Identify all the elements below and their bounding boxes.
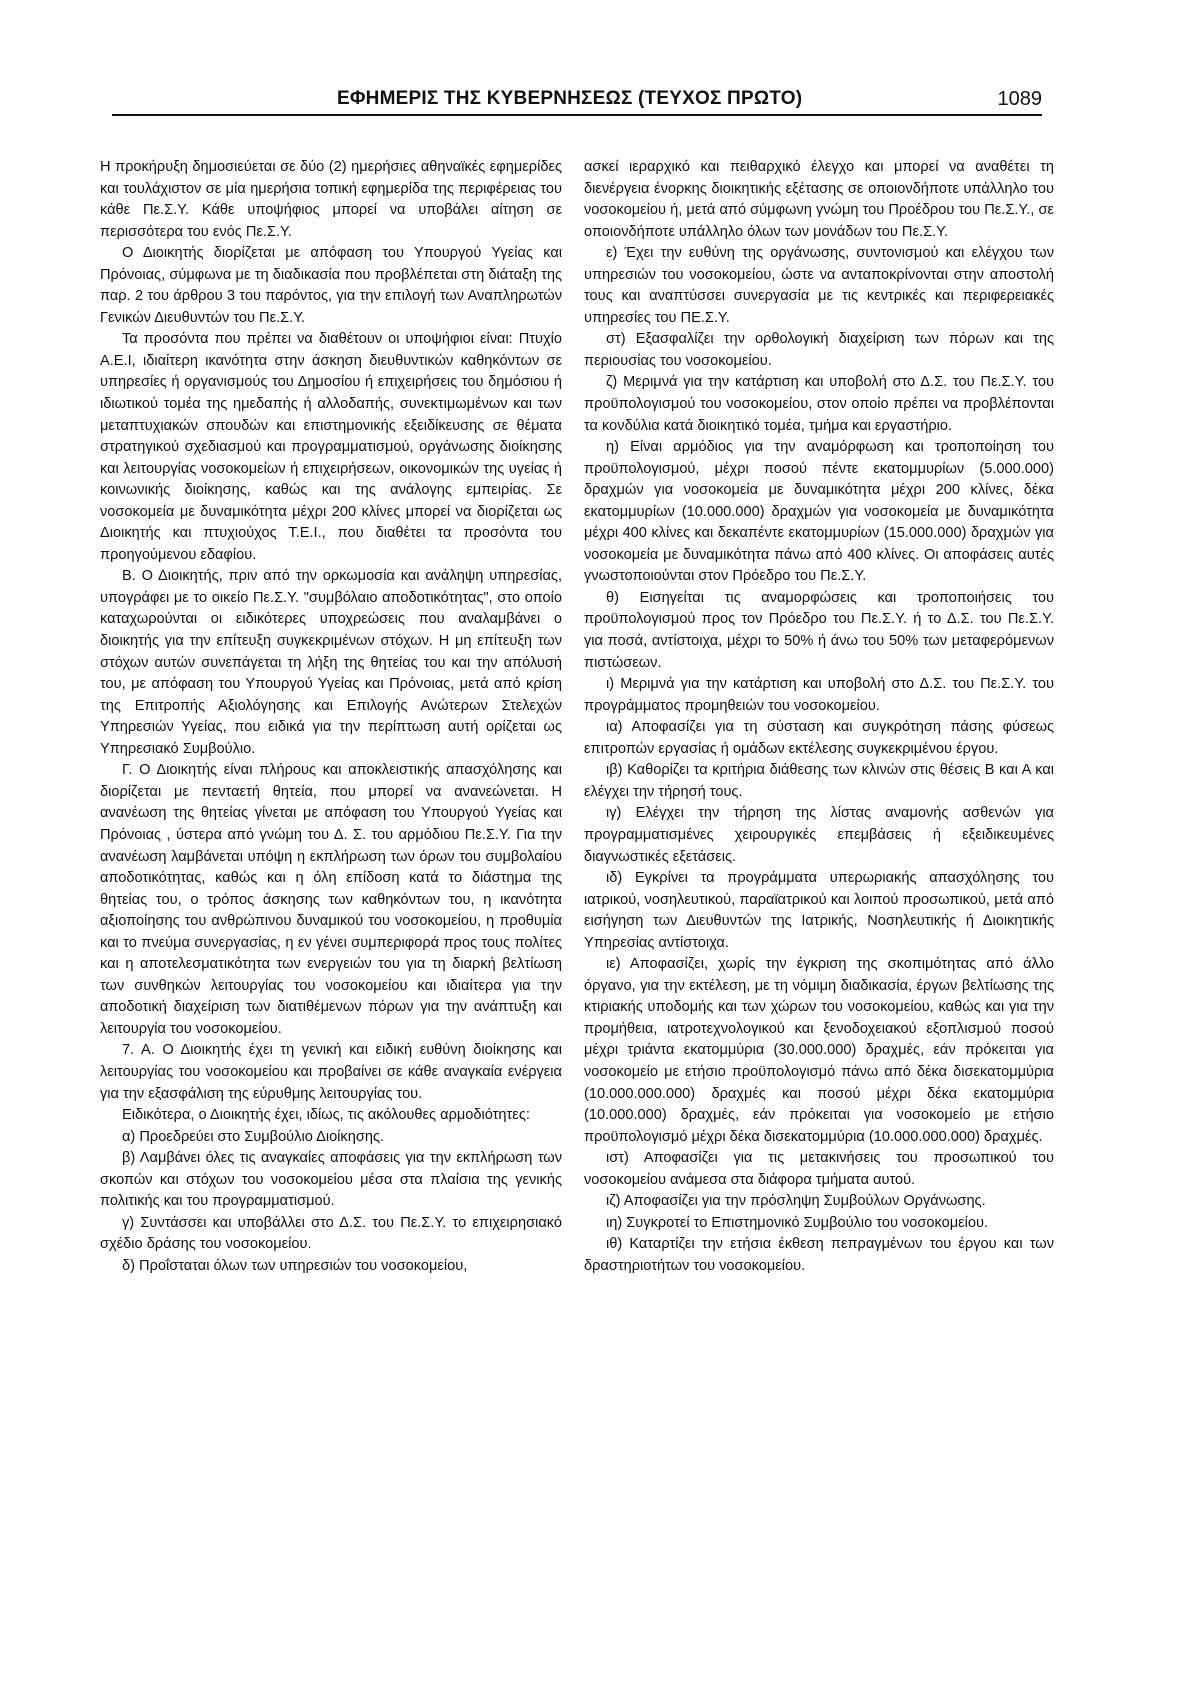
paragraph: ιη) Συγκροτεί το Επιστημονικό Συμβούλιο του νοσοκομείου. (606, 1214, 989, 1231)
header-rule (112, 114, 1042, 116)
paragraph: Η προκήρυξη δημοσιεύεται σε δύο (2) ημερήσιες αθηναϊκές εφημερίδες και τουλάχιστον σε μία ημερήσια τοπική εφημερίδα της περιφέρειας του κάθε Πε.Σ.Υ. Κάθε υποψήφιος μπορεί να υποβάλει αίτηση σε περισσότερα του ενός Πε.Σ.Υ. (100, 159, 562, 240)
paragraph: γ) Συντάσσει και υποβάλλει στο Δ.Σ. του Πε.Σ.Υ. το επιχειρησιακό σχέδιο δράσης του νοσοκομείου. (100, 1214, 562, 1253)
paragraph: ιθ) Καταρτίζει την ετήσια έκθεση πεπραγμένων του έργου και των δραστηριοτήτων του νοσοκομείου. (584, 1236, 1054, 1274)
paragraph: ασκεί ιεραρχικό και πειθαρχικό έλεγχο και μπορεί να αναθέτει τη διενέργεια ένορκης διοικητικής εξέτασης σε οποιονδήποτε υπάλληλο του νοσοκομείου ή, μετά από σύμφωνη γνώμη του Προέδρου του Πε.Σ.Υ., σε οποιονδήποτε υπάλληλο όλων των μονάδων του Πε.Σ.Υ. (584, 159, 1054, 240)
paragraph: Ειδικότερα, ο Διοικητής έχει, ιδίως, τις ακόλουθες αρμοδιότητες: (122, 1107, 530, 1124)
paragraph: ιβ) Καθορίζει τα κριτήρια διάθεσης των κλινών στις θέσεις Β και Α και ελέγχει την τήρησή τους. (584, 762, 1054, 800)
gazette-title: ΕΦΗΜΕΡΙΣ ΤΗΣ ΚΥΒΕΡΝΗΣΕΩΣ (ΤΕΥΧΟΣ ΠΡΩΤΟ) (337, 88, 803, 109)
paragraph: δ) Προΐσταται όλων των υπηρεσιών του νοσοκομείου, (122, 1257, 468, 1274)
paragraph: ιστ) Αποφασίζει για τις μετακινήσεις του προσωπικού του νοσοκομείου ανάμεσα στα διάφορα τμήματα αυτού. (584, 1150, 1054, 1188)
paragraph: Τα προσόντα που πρέπει να διαθέτουν οι υποψήφιοι είναι: Πτυχίο Α.Ε.Ι, ιδιαίτερη ικανότητα στην άσκηση διευθυντικών καθηκόντων σε υπηρεσίες ή οργανισμούς του Δημοσίου ή επιχειρήσεις του δημόσιου ή ιδιωτικού τομέα της ημεδαπής ή αλλοδαπής, συνεκτιμωμένων και των μεταπτυχιακών σπουδών και επιστημονικής εξειδίκευσης σε θέματα στρατηγικού σχεδιασμού και προγραμματισμού, οργάνωσης διοίκησης και λειτουργίας νοσοκομείων ή επιχειρήσεων, οικονομικών της υγείας ή κοινωνικής διοίκησης, καθώς και της ανάλογης εμπειρίας. Σε νοσοκομεία με δυναμικότητα μέχρι 200 κλίνες μπορεί να διορίζεται ως Διοικητής και πτυχιούχος Τ.Ε.Ι., που διαθέτει τα προσόντα του προηγούμενου εδαφίου. (100, 331, 562, 563)
paragraph: θ) Εισηγείται τις αναμορφώσεις και τροποποιήσεις του προϋπολογισμού προς τον Πρόεδρο του Πε.Σ.Υ. ή το Δ.Σ. του Πε.Σ.Υ. για ποσά, αντίστοιχα, μέχρι το 50% ή άνω του 50% των μεταφερόμενων πιστώσεων. (584, 589, 1054, 671)
page-number: 1089 (997, 88, 1042, 110)
paragraph: ιγ) Ελέγχει την τήρηση της λίστας αναμονής ασθενών για προγραμματισμένες χειρουργικές επεμβάσεις ή εξειδικευμένες διαγνωστικές εξετάσεις. (584, 805, 1054, 865)
paragraph: Γ. Ο Διοικητής είναι πλήρους και αποκλειστικής απασχόλησης και διορίζεται με πενταετή θητεία, που μπορεί να ανανεώνεται. Η ανανέωση της θητείας γίνεται με απόφαση του Υπουργού Υγείας και Πρόνοιας , ύστερα από γνώμη του Δ. Σ. του αρμόδιου Πε.Σ.Υ. Για την ανανέωση λαμβάνεται υπόψη η εκπλήρωση των όρων του συμβολαίου αποδοτικότητας, καθώς και η όλη επίδοση κατά το διάστημα της θητείας του, ο τρόπος άσκησης των καθηκόντων του, η ικανότητα αξιοποίησης του ανθρώπινου δυναμικού του νοσοκομείου, η προθυμία και το πνεύμα συνεργασίας, η εν γένει συμπεριφορά προς τους πολίτες και η αποτελεσματικότητα των ενεργειών του για τη διαρκή βελτίωση των συνθηκών λειτουργίας του νοσοκομείου και ιδιαίτερα για την αποδοτική διαχείριση των διατιθέμενων πόρων για την ανάπτυξη και λειτουργία του νοσοκομείου. (100, 762, 562, 1037)
paragraph: ε) Έχει την ευθύνη της οργάνωσης, συντονισμού και ελέγχου των υπηρεσιών του νοσοκομείου, ώστε να ανταποκρίνονται στην αποστολή τους και αναπτύσσει συνεργασία με τις κεντρικές και περιφερειακές υπηρεσίες του ΠΕ.Σ.Υ. (584, 245, 1054, 326)
paragraph: ιδ) Εγκρίνει τα προγράμματα υπερωριακής απασχόλησης του ιατρικού, νοσηλευτικού, παραϊατρικού και λοιπού προσωπικού, μετά από εισήγηση των Διευθυντών της Ιατρικής, Νοσηλευτικής ή Διοικητικής Υπηρεσίας αντίστοιχα. (584, 870, 1054, 951)
paragraph: β) Λαμβάνει όλες τις αναγκαίες αποφάσεις για την εκπλήρωση των σκοπών και στόχων του νοσοκομείου μέσα στα πλαίσια της γενικής πολιτικής και του προγραμματισμού. (100, 1150, 562, 1210)
right-column (584, 157, 1054, 1277)
paragraph: 7. Α. Ο Διοικητής έχει τη γενική και ειδική ευθύνη διοίκησης και λειτουργίας του νοσοκομείου και προβαίνει σε κάθε αναγκαία ενέργεια για την εξασφάλιση της εύρυθμης λειτουργίας του. (100, 1042, 562, 1102)
paragraph: ιζ) Αποφασίζει για την πρόσληψη Συμβούλων Οργάνωσης. (606, 1193, 986, 1210)
paragraph: α) Προεδρεύει στο Συμβούλιο Διοίκησης. (122, 1128, 385, 1145)
paragraph: Ο Διοικητής διορίζεται με απόφαση του Υπουργού Υγείας και Πρόνοιας, σύμφωνα με τη διαδικασία που προβλέπεται στη διάταξη της παρ. 2 του άρθρου 3 του παρόντος, για την επιλογή των Αναπληρωτών Γενικών Διευθυντών του Πε.Σ.Υ. (100, 245, 562, 326)
paragraph: Β. Ο Διοικητής, πριν από την ορκωμοσία και ανάληψη υπηρεσίας, υπογράφει με το οικείο Πε.Σ.Υ. "συμβόλαιο αποδοτικότητας", στο οποίο καταχωρούνται οι ειδικότερες υποχρεώσεις που αναλαμβάνει ο διοικητής για την επίτευξη συγκεκριμένων στόχων. Η μη επίτευξη των στόχων αυτών συνεπάγεται τη λήξη της θητείας του και την απόλυσή του, με απόφαση του Υπουργού Υγείας και Πρόνοιας, μετά από κρίση της Επιτροπής Αξιολόγησης και Επιλογής Ανώτερων Στελεχών Υπηρεσιών Υγείας, που ειδικά για την περίπτωση αυτή ορίζεται ως Υπηρεσιακό Συμβούλιο. (100, 568, 562, 757)
paragraph: στ) Εξασφαλίζει την ορθολογική διαχείριση των πόρων και της περιουσίας του νοσοκομείου. (584, 331, 1054, 369)
paragraph: ια) Αποφασίζει για τη σύσταση και συγκρότηση πάσης φύσεως επιτροπών εργασίας ή ομάδων εκτέλεσης συγκεκριμένου έργου. (584, 719, 1054, 757)
paragraph: ι) Μεριμνά για την κατάρτιση και υποβολή στο Δ.Σ. του Πε.Σ.Υ. του προγράμματος προμηθειών του νοσοκομείου. (584, 676, 1054, 714)
paragraph: η) Είναι αρμόδιος για την αναμόρφωση και τροποποίηση του προϋπολογισμού, μέχρι ποσού πέντε εκατομμυρίων (5.000.000) δραχμών για νοσοκομεία με δυναμικότητα μέχρι 200 κλίνες, δέκα εκατομμυρίων (10.000.000) δραχμών για νοσοκομεία με δυναμικότητα μέχρι 400 κλίνες και δεκαπέντε εκατομμυρίων (15.000.000) δραχμών για νοσοκομεία με δυναμικότητα πάνω από 400 κλίνες. Οι αποφάσεις αυτές γνωστοποιούνται στον Πρόεδρο του Πε.Σ.Υ. (584, 439, 1054, 585)
paragraph: ζ) Μεριμνά για την κατάρτιση και υποβολή στο Δ.Σ. του Πε.Σ.Υ. του προϋπολογισμού του νοσοκομείου, στον οποίο πρέπει να προβλέπονται τα κονδύλια κατά διοικητικό τομέα, τμήμα και εργαστήριο. (584, 374, 1054, 434)
page-header (112, 82, 1042, 116)
paragraph: ιε) Αποφασίζει, χωρίς την έγκριση της σκοπιμότητας από άλλο όργανο, για την εκτέλεση, με τη νόμιμη διαδικασία, έργων βελτίωσης της κτιριακής υποδομής και των χώρων του νοσοκομείου, καθώς και για την προμήθεια, ιατροτεχνολογικού και ξενοδοχειακού εξοπλισμού ποσού μέχρι τριάντα εκατομμύρια (30.000.000) δραχμές, εάν πρόκειται για νοσοκομείο με ετήσιο προϋπολογισμό πάνω από δέκα δισεκατομμύρια (10.000.000.000) δραχμές και ποσού μέχρι δέκα εκατομμύρια (10.000.000) δραχμές, εάν πρόκειται για νοσοκομείο με ετήσιο προϋπολογισμό μέχρι δέκα δισεκατομμύρια (10.000.000.000) δραχμές. (584, 956, 1054, 1145)
left-column (100, 157, 562, 1277)
